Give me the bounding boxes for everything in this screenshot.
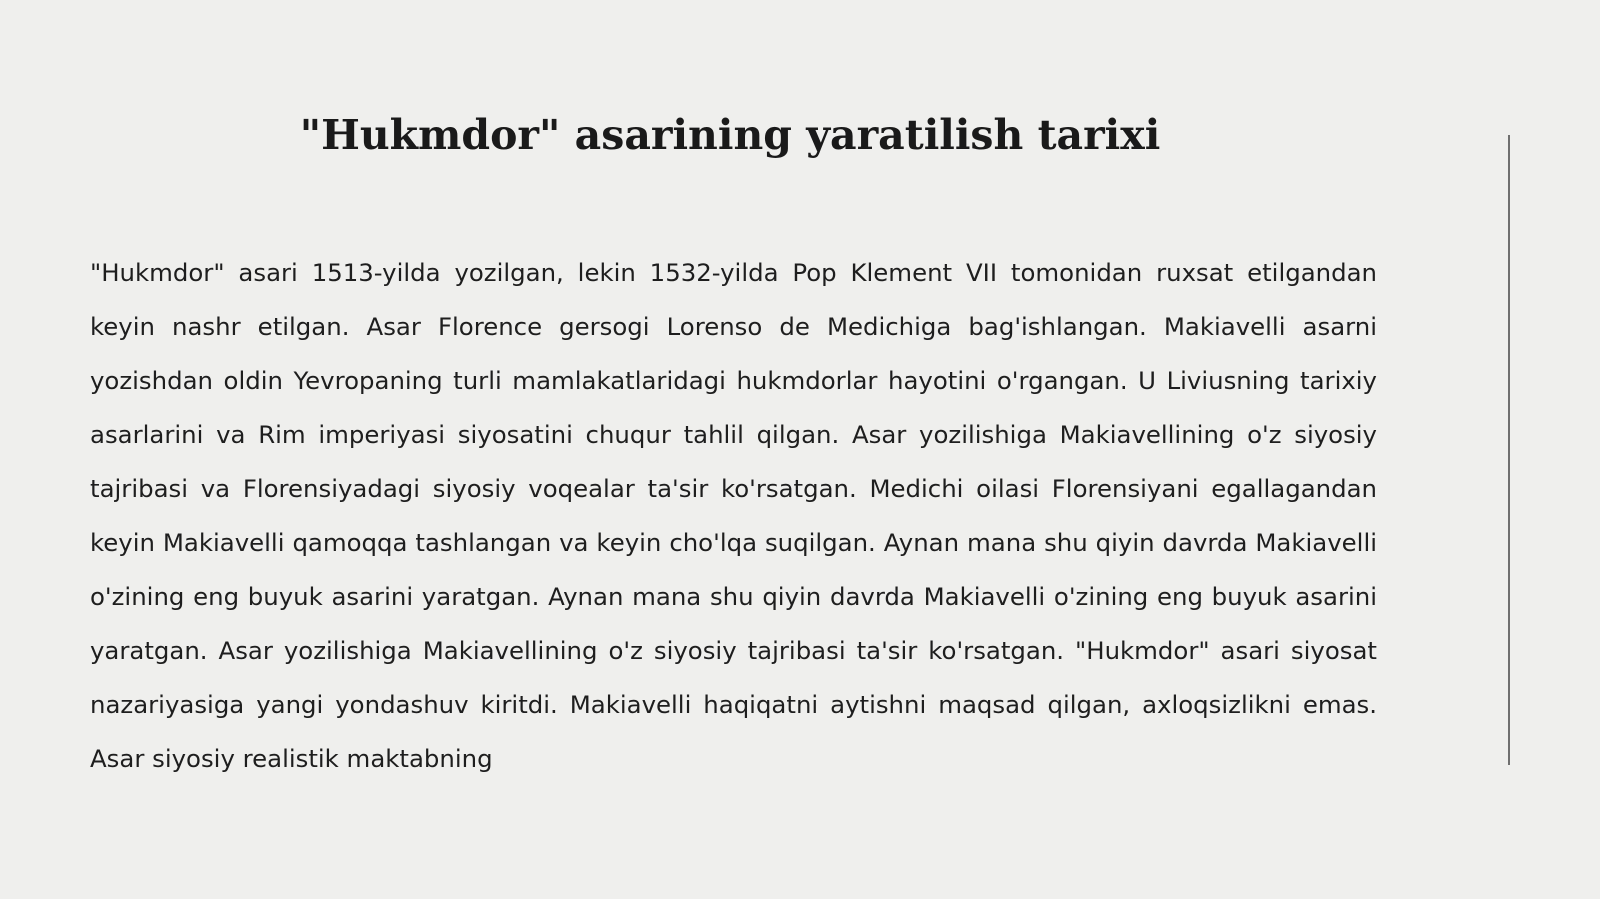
slide-title: "Hukmdor" asarining yaratilish tarixi <box>299 111 1161 159</box>
slide-body-paragraph: "Hukmdor" asari 1513-yilda yozilgan, lekin 1532-yilda Pop Klement VII tomonidan ruxsat etilgandan keyin nashr etilgan. Asar Florence gersogi Lorenso de Medichiga bag'ishlangan. Makiavelli asarni yozishdan oldin Yevropaning turli mamlakatlaridagi hukmdorlar hayotini o'rgangan. U Liviusning tarixiy asarlarini va Rim imperiyasi siyosatini chuqur tahlil qilgan. Asar yozilishiga Makiavellining o'z siyosiy tajribasi va Florensiyadagi siyosiy voqealar ta'sir ko'rsatgan. Medichi oilasi Florensiyani egallagandan keyin Makiavelli qamoqqa tashlangan va keyin cho'lqa suqilgan. Aynan mana shu qiyin davrda Makiavelli o'zining eng buyuk asarini yaratgan. Aynan mana shu qiyin davrda Makiavelli o'zining eng buyuk asarini yaratgan. Asar yozilishiga Makiavellining o'z siyosiy tajribasi ta'sir ko'rsatgan. "Hukmdor" asari siyosat nazariyasiga yangi yondashuv kiritdi. Makiavelli haqiqatni aytishni maqsad qilgan, axloqsizlikni emas. Asar siyosiy realistik maktabning <box>90 258 1377 773</box>
vertical-divider <box>1508 135 1510 765</box>
